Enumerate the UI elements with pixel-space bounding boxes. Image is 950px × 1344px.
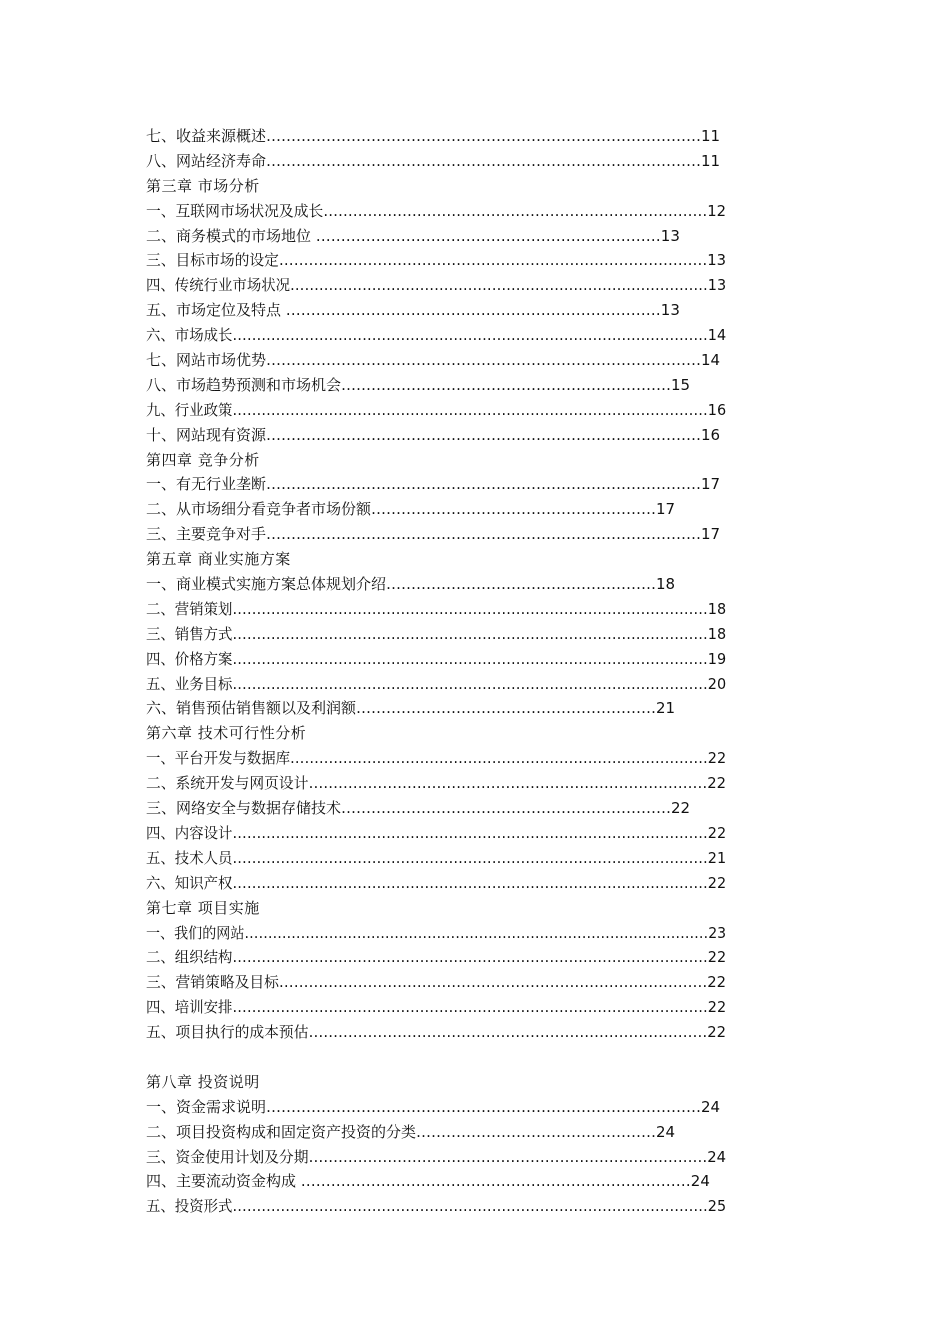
toc-entry-text: 二、营销策划………………………………………………………………………………………18: [146, 599, 726, 618]
chapter-title: 第五章 商业实施方案: [146, 550, 291, 569]
toc-entry: [146, 323, 726, 348]
toc-entry-text: 五、市场定位及特点 …………………………………………………………………13: [146, 301, 680, 320]
toc-entry: [146, 696, 726, 721]
toc-entry-text: 八、网站经济寿命……………………………………………………………………………11: [146, 151, 721, 170]
toc-entry-text: 六、知识产权………………………………………………………………………………………22: [146, 873, 726, 892]
toc-entry-text: 三、目标市场的设定……………………………………………………………………………13: [146, 251, 726, 270]
toc-entry-text: 一、我们的网站………………………………………………………………………………………23: [146, 923, 726, 942]
toc-entry-text: 四、内容设计………………………………………………………………………………………22: [146, 823, 726, 842]
toc-entry-text: 一、平台开发与数据库……………………………………………………………………………22: [146, 749, 726, 768]
toc-entry-text: 二、系统开发与网页设计………………………………………………………………………22: [146, 774, 726, 793]
toc-entry: [146, 796, 726, 821]
toc-entry-text: 一、商业模式实施方案总体规划介绍………………………………………………18: [146, 575, 676, 594]
toc-entry: [146, 1145, 726, 1170]
toc-entry: [146, 472, 726, 497]
toc-entry-text: 四、主要流动资金构成 ……………………………………………………………………24: [146, 1172, 710, 1191]
toc-entry-text: 二、商务模式的市场地位 ……………………………………………………………13: [146, 226, 680, 245]
toc-entry: [146, 746, 726, 771]
toc-entry-text: 六、市场成长………………………………………………………………………………………14: [146, 326, 726, 345]
toc-spacer: [146, 1045, 726, 1070]
chapter-title: 第六章 技术可行性分析: [146, 724, 307, 743]
toc-entry-text: 五、业务目标………………………………………………………………………………………20: [146, 674, 726, 693]
toc-entry: [146, 1020, 726, 1045]
toc-entry: [146, 149, 726, 174]
toc-entry-text: 七、收益来源概述……………………………………………………………………………11: [146, 127, 721, 145]
chapter-title: 第三章 市场分析: [146, 176, 260, 195]
toc-entry-text: 十、网站现有资源……………………………………………………………………………16: [146, 425, 721, 444]
toc-entry-text: 六、销售预估销售额以及利润额……………………………………………………21: [146, 699, 676, 718]
toc-entry: [146, 1095, 726, 1120]
toc-chapter-heading: [146, 174, 726, 199]
toc-entry-text: 二、项目投资构成和固定资产投资的分类…………………………………………24: [146, 1122, 676, 1141]
toc-entry-text: 三、销售方式………………………………………………………………………………………18: [146, 624, 726, 643]
toc-entry-text: 九、行业政策………………………………………………………………………………………16: [146, 400, 726, 419]
toc-entry: [146, 871, 726, 896]
toc-entry: [146, 373, 726, 398]
toc-entry: [146, 921, 726, 946]
toc-entry-text: 四、价格方案………………………………………………………………………………………19: [146, 649, 726, 668]
toc-entry: [146, 1194, 726, 1219]
toc-entry-text: 四、传统行业市场状况……………………………………………………………………………13: [146, 276, 726, 295]
table-of-contents: [146, 124, 726, 1219]
toc-chapter-heading: [146, 547, 726, 572]
toc-entry-text: 五、技术人员………………………………………………………………………………………21: [146, 848, 726, 867]
toc-entry-text: 四、培训安排………………………………………………………………………………………22: [146, 998, 726, 1017]
toc-entry: [146, 248, 726, 273]
toc-entry: [146, 846, 726, 871]
toc-entry-text: 三、营销策略及目标……………………………………………………………………………22: [146, 973, 726, 992]
toc-entry: [146, 1120, 726, 1145]
toc-chapter-heading: [146, 896, 726, 921]
toc-entry: [146, 945, 726, 970]
chapter-title: 第八章 投资说明: [146, 1072, 260, 1091]
toc-entry: [146, 124, 726, 149]
toc-entry-text: 五、项目执行的成本预估………………………………………………………………………22: [146, 1023, 726, 1042]
toc-entry-text: 一、互联网市场状况及成长……………………………………………………………………12: [146, 201, 726, 220]
toc-entry: [146, 672, 726, 697]
toc-entry: [146, 497, 726, 522]
toc-entry: [146, 995, 726, 1020]
toc-entry: [146, 348, 726, 373]
toc-entry: [146, 398, 726, 423]
toc-entry-text: 一、有无行业垄断……………………………………………………………………………17: [146, 475, 721, 494]
toc-entry-text: 二、组织结构………………………………………………………………………………………22: [146, 948, 726, 967]
toc-chapter-heading: [146, 1070, 726, 1095]
toc-entry-text: 三、资金使用计划及分期………………………………………………………………………24: [146, 1147, 726, 1166]
toc-entry: [146, 572, 726, 597]
toc-entry: [146, 597, 726, 622]
toc-entry: [146, 771, 726, 796]
toc-entry: [146, 298, 726, 323]
toc-chapter-heading: [146, 448, 726, 473]
toc-entry: [146, 423, 726, 448]
toc-chapter-heading: [146, 721, 726, 746]
chapter-title: 第七章 项目实施: [146, 898, 260, 917]
toc-entry: [146, 522, 726, 547]
toc-entry: [146, 199, 726, 224]
toc-entry-text: 三、主要竞争对手……………………………………………………………………………17: [146, 525, 721, 544]
toc-entry-text: 二、从市场细分看竞争者市场份额…………………………………………………17: [146, 500, 676, 519]
toc-entry-text: 五、投资形式………………………………………………………………………………………25: [146, 1197, 726, 1216]
toc-entry: [146, 622, 726, 647]
toc-entry-text: 一、资金需求说明……………………………………………………………………………24: [146, 1097, 721, 1116]
toc-entry-text: 三、网络安全与数据存储技术…………………………………………………………22: [146, 799, 691, 818]
toc-entry: [146, 821, 726, 846]
toc-entry: [146, 1169, 726, 1194]
toc-entry: [146, 273, 726, 298]
toc-entry-text: 八、市场趋势预测和市场机会…………………………………………………………15: [146, 375, 691, 394]
toc-entry-text: 七、网站市场优势……………………………………………………………………………14: [146, 351, 721, 370]
toc-entry: [146, 647, 726, 672]
chapter-title: 第四章 竞争分析: [146, 450, 260, 469]
toc-entry: [146, 970, 726, 995]
toc-entry: [146, 224, 726, 249]
